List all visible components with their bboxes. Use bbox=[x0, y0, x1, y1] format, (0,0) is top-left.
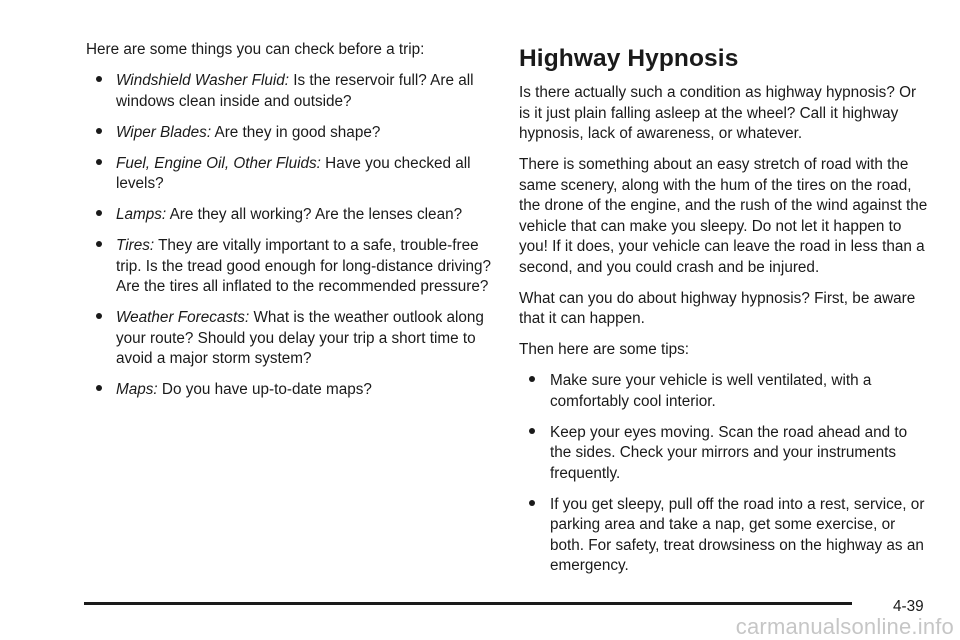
item-text: Have you checked all levels? bbox=[116, 154, 471, 192]
bullet-icon bbox=[86, 308, 116, 328]
bullet-icon bbox=[86, 205, 116, 225]
bullet-icon bbox=[86, 236, 116, 256]
bullet-icon bbox=[519, 423, 549, 443]
right-column bbox=[519, 44, 929, 587]
checklist-item-fluids bbox=[86, 154, 498, 195]
body-paragraph: There is something about an easy stretch of road with the same scenery, along with the hum of the tires on the road, the drone of the engine, and the rush of the wind against the vehicle that can make you sleepy. Do not let it happen to you! If it does, your vehicle can leave the road in less than a second, and you could crash and be injured. bbox=[519, 156, 928, 276]
tip-text: If you get sleepy, pull off the road into a rest, service, or parking area and take a nap, get some exercise, or both. For safety, treat drowsiness on the highway as an emergency. bbox=[550, 495, 925, 574]
item-term: Tires: bbox=[116, 237, 155, 254]
bullet-icon bbox=[86, 380, 116, 400]
checklist-item-tires bbox=[86, 236, 498, 298]
tip-text: Make sure your vehicle is well ventilated, with a comfortably cool interior. bbox=[550, 372, 872, 410]
tip-item bbox=[519, 495, 929, 577]
checklist-item-weather bbox=[86, 308, 498, 370]
item-text: Are they all working? Are the lenses clean? bbox=[166, 206, 463, 223]
item-text: Is the reservoir full? Are all windows clean inside and outside? bbox=[116, 72, 474, 110]
intro-text: Here are some things you can check before a trip: bbox=[86, 41, 425, 58]
page-number: 4-39 bbox=[893, 598, 924, 615]
body-paragraph: Then here are some tips: bbox=[519, 341, 690, 358]
item-text: Are they in good shape? bbox=[211, 123, 381, 141]
bullet-icon bbox=[86, 71, 116, 91]
tip-text: Keep your eyes moving. Scan the road ahead and to the sides. Check your mirrors and your instruments frequently. bbox=[550, 423, 908, 482]
tips-list bbox=[519, 371, 929, 577]
item-term: Maps: bbox=[116, 381, 158, 398]
bullet-icon bbox=[86, 154, 116, 174]
item-text: Do you have up-to-date maps? bbox=[157, 381, 372, 398]
bullet-icon bbox=[519, 495, 549, 515]
item-text: They are vitally important to a safe, trouble-free trip. Is the tread good enough for long-distance driving? Are the tires all inflated to the recommended pressure? bbox=[116, 237, 492, 295]
item-term: Lamps: bbox=[116, 206, 167, 223]
bullet-icon bbox=[519, 371, 549, 391]
body-paragraph: Is there actually such a condition as highway hypnosis? Or is it just plain falling asleep at the wheel? Call it highway hypnosis, lack of awareness, or whatever. bbox=[519, 84, 917, 142]
item-term: Wiper Blades: bbox=[116, 123, 212, 141]
bullet-icon bbox=[86, 123, 116, 143]
tip-item bbox=[519, 423, 929, 485]
checklist-item-wiper-blades bbox=[86, 123, 498, 144]
footer-rule bbox=[84, 602, 852, 605]
item-term: Windshield Washer Fluid: bbox=[116, 72, 290, 89]
section-heading: Highway Hypnosis bbox=[519, 45, 739, 72]
left-column bbox=[86, 40, 498, 411]
tip-item bbox=[519, 371, 929, 412]
trip-checklist bbox=[86, 71, 498, 401]
item-text: What is the weather outlook along your route? Should you delay your trip a short time to avoid a major storm system? bbox=[116, 309, 484, 367]
item-term: Weather Forecasts: bbox=[116, 309, 250, 326]
watermark: carmanualsonline.info bbox=[735, 614, 954, 639]
checklist-item-washer-fluid bbox=[86, 71, 498, 112]
body-paragraph: What can you do about highway hypnosis? First, be aware that it can happen. bbox=[519, 289, 916, 327]
checklist-item-maps bbox=[86, 380, 498, 401]
item-term: Fuel, Engine Oil, Other Fluids: bbox=[116, 154, 321, 172]
checklist-item-lamps bbox=[86, 205, 498, 226]
